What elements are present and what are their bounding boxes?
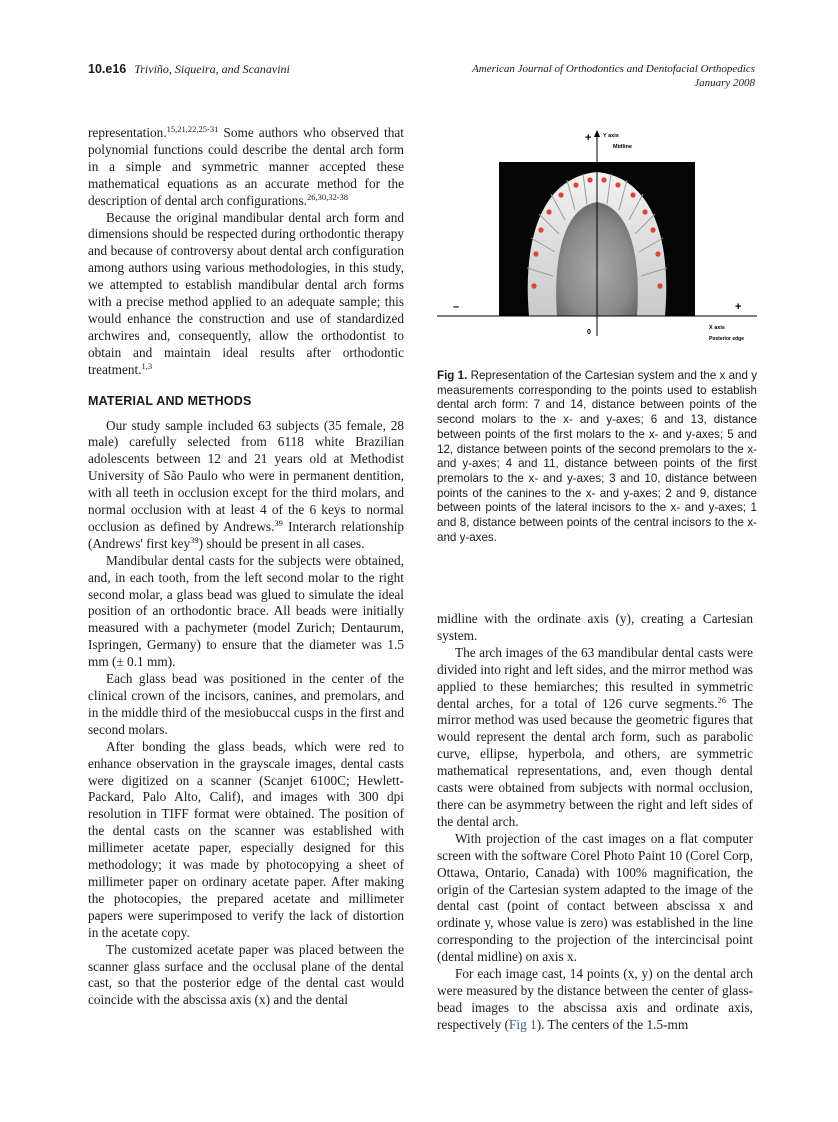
figure-caption xyxy=(437,369,757,545)
citation: 1,3 xyxy=(141,360,153,371)
figure-cartesian-arch xyxy=(437,128,757,366)
text-run: Some authors who observed that polynomial functions could describe the dental arch form in a simple and symmetric manner accepted these mathematical equations as an accurate method for the description of dental arch configurations. xyxy=(88,125,404,208)
header-date: January 2008 xyxy=(694,77,755,89)
figure-reference-link[interactable]: Fig 1 xyxy=(509,1016,537,1032)
right-column xyxy=(437,611,753,1034)
x-axis-label: X axis xyxy=(709,325,725,331)
caption-text: Representation of the Cartesian system and the x and y measurements corresponding to the points used to establish dental arch form: 7 and 14, distance between points of the second molars to the x- and y-axes; 6 and 13, distance between points of the first molars to the x- and y-axes; 5 and 12, distance between points of the second premolars to the x- and y-axes; 4 and 11, distance between points of the first premolars to the x- and y-axes; 3 and 10, distance between points of the canines to the x- and y-axes; 2 and 9, distance between points of the lateral incisors to the x- and y-axes; 1 and 8, distance between points of the central incisors to the x- and y-axes. xyxy=(437,369,757,544)
citation: 39 xyxy=(190,534,199,545)
paragraph xyxy=(88,125,404,210)
header-authors: Triviño, Siqueira, and Scanavini xyxy=(134,62,290,76)
figure-graphic xyxy=(437,128,757,366)
paragraph: With projection of the cast images on a flat computer screen with the software Corel Photo Paint 10 (Corel Corp, Ottawa, Ontario, Canada) with 100% magnification, the origin of the Cartesian system adapted to the image of the dental cast (point of contact between abscissa x and ordinate y, whose value is zero) was established in the line corresponding to the projection of the intercincisal point (dental midline) on axis x. xyxy=(437,830,753,965)
paragraph xyxy=(88,418,404,553)
x-plus-label: + xyxy=(735,301,742,313)
paragraph: The customized acetate paper was placed between the scanner glass surface and the occlusal plane of the dental cast, so that the posterior edge of the dental cast would coincide with the abscissa axis (x) and the dental xyxy=(88,941,404,1008)
text-run: Because the original mandibular dental arch form and dimensions should be respected during orthodontic therapy and because of controversy about dental arch configuration among authors using various methodologies, in this study, we attempted to establish mandibular dental arch forms with a precise method applied to an adequate sample; this would enhance the construction and use of standardized archwires and, consequently, allow the orthodontist to obtain and maintain ideal results after orthodontic treatment. xyxy=(88,209,404,377)
citation: 26,30,32-38 xyxy=(306,191,349,202)
paragraph: Each glass bead was positioned in the center of the clinical crown of the incisors, canines, and premolars, and in the middle third of the mesiobuccal cusps in the first and second molars. xyxy=(88,671,404,737)
paragraph xyxy=(437,645,753,831)
x-minus-label: – xyxy=(453,301,460,313)
page-number: 10.e16 xyxy=(88,62,127,76)
text-run: Interarch relationship (Andrews' first key xyxy=(88,518,404,551)
left-column xyxy=(88,125,404,1009)
text-run: The arch images of the 63 mandibular dental casts were divided into right and left sides, and the mirror method was applied to these hemiarches; this resulted in symmetric dental arches, for a total of 126 curve segments. xyxy=(437,644,753,711)
section-heading: MATERIAL AND METHODS xyxy=(88,393,252,408)
citation: 26 xyxy=(717,694,727,705)
text-run: For each image cast, 14 points (x, y) on the dental arch were measured by the distance between the center of glass-bead images to the abscissa axis and ordinate axis, respectively ( xyxy=(437,966,753,1032)
origin-label: 0 xyxy=(587,329,591,336)
y-plus-label: + xyxy=(585,132,592,144)
y-axis-arrow xyxy=(594,130,600,137)
paragraph xyxy=(437,966,753,1034)
paragraph: After bonding the glass beads, which were red to enhance observation in the grayscale images, dental casts were digitized on a scanner (Scanjet 6100C; Hewlett-Packard, Palo Alto, Calif), and images with 300 dpi resolution in TIFF format were obtained. The position of the dental casts on the scanner was established with millimeter acetate paper, especially designed for this methodology; it was made by photocopying a sheet of millimeter paper on ordinary acetate paper. After making the photocopies, the prepared acetate and millimeter papers were superimposed to verify the lack of distortion in the acetate copy. xyxy=(88,738,404,940)
posterior-edge-label: Posterior edge xyxy=(709,336,745,342)
caption-label: Fig 1. xyxy=(437,369,468,382)
citation: 15,21,22,25-31 xyxy=(166,124,219,134)
text-run: The mirror method was used because the geometric figures that would represent the dental arch form, such as parabolic curve, ellipse, hyperbola, and others, are symmetric mathematical representations, and, even though dental casts were obtained from subjects with normal occlusion, there can be asymmetry between the right and left sides of the dental arch. xyxy=(437,695,753,829)
text-run: ) should be present in all cases. xyxy=(198,535,365,551)
text-run: Our study sample included 63 subjects (35 female, 28 male) carefully selected from 6118 white Brazilian adolescents between 12 and 21 years old at Methodist University of São Paulo who were in permanent dentition, with all teeth in occlusion except for the third molars, and normal occlusion with at least 4 of the 6 keys to normal occlusion as defined by Andrews. xyxy=(88,417,404,534)
text-run: representation. xyxy=(88,125,167,140)
running-header-left xyxy=(88,62,290,77)
citation: 39 xyxy=(274,517,283,528)
paragraph: Mandibular dental casts for the subjects were obtained, and, in each tooth, from the left second molar to the right second molar, a glass bead was glued to simulate the ideal position of an orthodontic brace. All beads were initially measured with a pachymeter (model Zurich; Dentaurum, Ispringen, Germany) to ensure that the diameter was 1.5 mm (± 0.1 mm). xyxy=(88,552,404,670)
midline-label: Midline xyxy=(613,144,632,150)
header-journal: American Journal of Orthodontics and Dentofacial Orthopedics xyxy=(472,63,755,75)
y-axis-label: Y axis xyxy=(603,133,619,139)
paragraph xyxy=(88,210,404,379)
paragraph: midline with the ordinate axis (y), creating a Cartesian system. xyxy=(437,611,753,643)
running-header-right xyxy=(415,62,755,90)
text-run: ). The centers of the 1.5-mm xyxy=(536,1016,689,1032)
